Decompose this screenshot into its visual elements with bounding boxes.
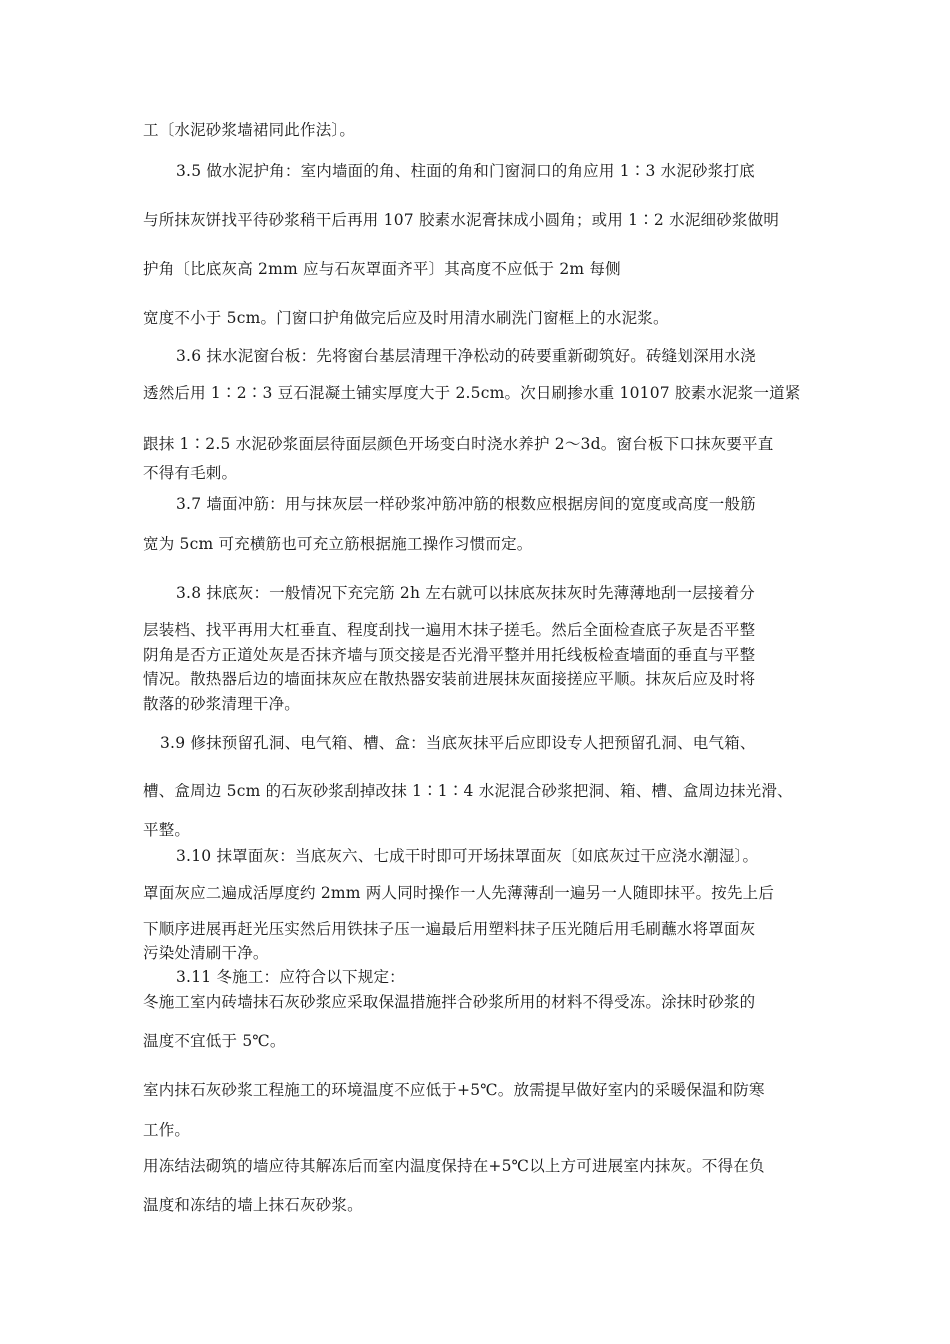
section-3-9-heading-line: 3.9 修抹预留孔洞、电气箱、槽、盒：当底灰抹平后应即设专人把预留孔洞、电气箱、	[160, 734, 756, 752]
text-line: 冬施工室内砖墙抹石灰砂浆应采取保温措施拌合砂浆所用的材料不得受冻。涂抹时砂浆的	[143, 993, 756, 1011]
text-line: 用冻结法砌筑的墙应待其解冻后而室内温度保持在+5℃以上方可进展室内抹灰。不得在负	[143, 1157, 765, 1175]
text-line: 散落的砂浆清理干净。	[143, 695, 301, 713]
section-3-6-heading-line: 3.6 抹水泥窗台板：先将窗台基层清理干净松动的砖要重新砌筑好。砖缝划深用水浇	[176, 347, 756, 365]
text-line: 跟抹 1∶2.5 水泥砂浆面层待面层颜色开场变白时浇水养护 2～3d。窗台板下口抹灰要平直	[143, 435, 774, 453]
text-line: 工〔水泥砂浆墙裙同此作法〕。	[143, 121, 356, 139]
section-3-10-heading-line: 3.10 抹罩面灰：当底灰六、七成干时即可开场抹罩面灰〔如底灰过干应浇水潮湿〕。	[176, 847, 759, 865]
section-3-5-heading-line: 3.5 做水泥护角：室内墙面的角、柱面的角和门窗洞口的角应用 1∶3 水泥砂浆打底	[176, 162, 755, 180]
text-line: 罩面灰应二遍成活厚度约 2mm 两人同时操作一人先薄薄刮一遍另一人随即抹平。按先上后	[143, 884, 775, 902]
text-line: 室内抹石灰砂浆工程施工的环境温度不应低于+5℃。放需提早做好室内的采暖保温和防寒	[143, 1081, 765, 1099]
text-line: 平整。	[143, 821, 191, 839]
section-3-8-heading-line: 3.8 抹底灰：一般情况下充完筋 2h 左右就可以抹底灰抹灰时先薄薄地刮一层接着分	[176, 584, 755, 602]
text-line: 工作。	[143, 1121, 191, 1139]
text-line: 宽度不小于 5cm。门窗口护角做完后应及时用清水刷洗门窗框上的水泥浆。	[143, 309, 669, 327]
text-line: 下顺序进展再赶光压实然后用铁抹子压一遍最后用塑料抹子压光随后用毛刷蘸水将罩面灰	[143, 920, 756, 938]
text-line: 情况。散热器后边的墙面抹灰应在散热器安装前进展抹灰面接搓应平顺。抹灰后应及时将	[143, 670, 756, 688]
text-line: 透然后用 1∶2∶3 豆石混凝土铺实厚度大于 2.5cm。次日刷掺水重 10107 胶素水泥浆一道紧	[143, 384, 801, 402]
text-line: 护角〔比底灰高 2mm 应与石灰罩面齐平〕其高度不应低于 2m 每侧	[143, 260, 621, 278]
text-line: 阴角是否方正道处灰是否抹齐墙与顶交接是否光滑平整并用托线板检查墙面的垂直与平整	[143, 646, 756, 664]
text-line: 层装档、找平再用大杠垂直、程度刮找一遍用木抹子搓毛。然后全面检查底子灰是否平整	[143, 621, 756, 639]
text-line: 不得有毛刺。	[143, 464, 238, 482]
text-line: 温度和冻结的墙上抹石灰砂浆。	[143, 1196, 363, 1214]
text-line: 温度不宜低于 5℃。	[143, 1032, 286, 1050]
section-3-7-heading-line: 3.7 墙面冲筋：用与抹灰层一样砂浆冲筋冲筋的根数应根据房间的宽度或高度一般筋	[176, 495, 756, 513]
text-line: 宽为 5cm 可充横筋也可充立筋根据施工操作习惯而定。	[143, 535, 533, 553]
section-3-11-heading-line: 3.11 冬施工：应符合以下规定：	[176, 968, 405, 986]
text-line: 槽、盒周边 5cm 的石灰砂浆刮掉改抹 1∶1∶4 水泥混合砂浆把洞、箱、槽、盒周边抹光滑、	[143, 782, 793, 800]
text-line: 污染处清刷干净。	[143, 944, 269, 962]
text-line: 与所抹灰饼找平待砂浆稍干后再用 107 胶素水泥膏抹成小圆角；或用 1∶2 水泥细砂浆做明	[143, 211, 780, 229]
